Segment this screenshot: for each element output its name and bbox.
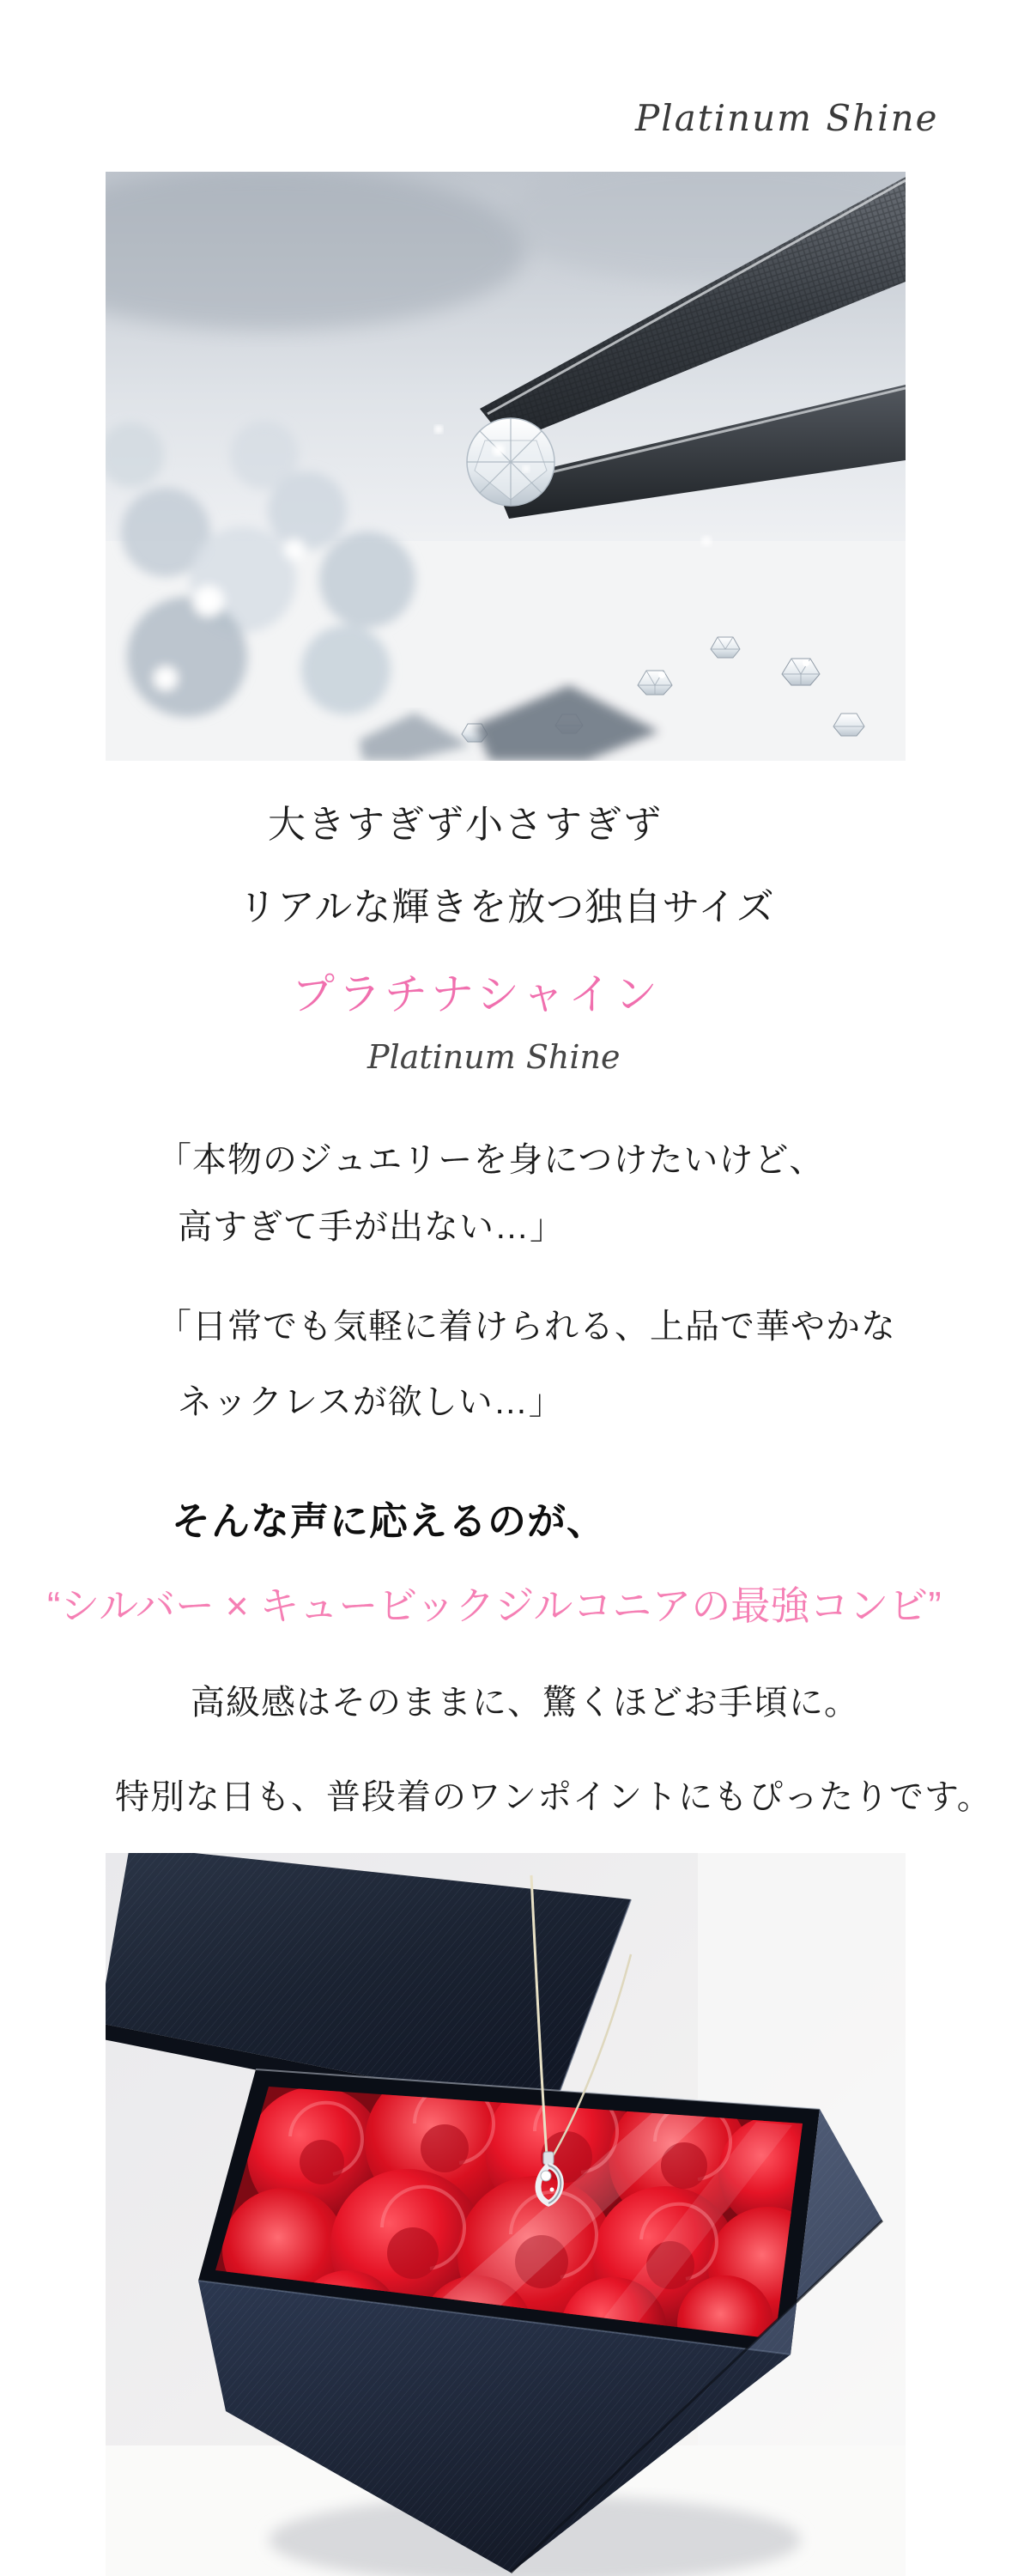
product-name-english-script: Platinum Shine [367,1038,621,1076]
brand-script-logo: Platinum Shine [635,97,939,139]
product-name-japanese: プラチナシャイン [292,970,661,1018]
held-diamond [467,418,554,506]
gift-box-roses-photo [106,1853,906,2576]
quote2-line1: 「日常でも気軽に着けられる、上品で華やかな [157,1308,896,1346]
benefit-line-2: 特別な日も、普段着のワンポイントにもぴったりです。 [115,1778,992,1816]
gift-box-illustration [106,1853,906,2576]
quote1-line2: 高すぎて手が出ない…」 [178,1208,565,1246]
lead-line: そんな声に応えるのが、 [172,1499,607,1543]
quote1-line1: 「本物のジュエリーを身につけたいけど、 [157,1141,825,1179]
intro-line-2: リアルな輝きを放つ独自サイズ [239,886,775,928]
diamond-tweezers-photo [106,172,906,761]
benefit-line-1: 高級感はそのままに、驚くほどお手頃に。 [191,1684,859,1722]
slogan-line: “シルバー × キュービックジルコニアの最強コンビ” [47,1583,942,1628]
quote2-line2: ネックレスが欲しい…」 [178,1383,564,1421]
diamond-tweezers-illustration [106,172,906,761]
intro-line-1: 大きすぎず小さすぎず [268,804,663,846]
